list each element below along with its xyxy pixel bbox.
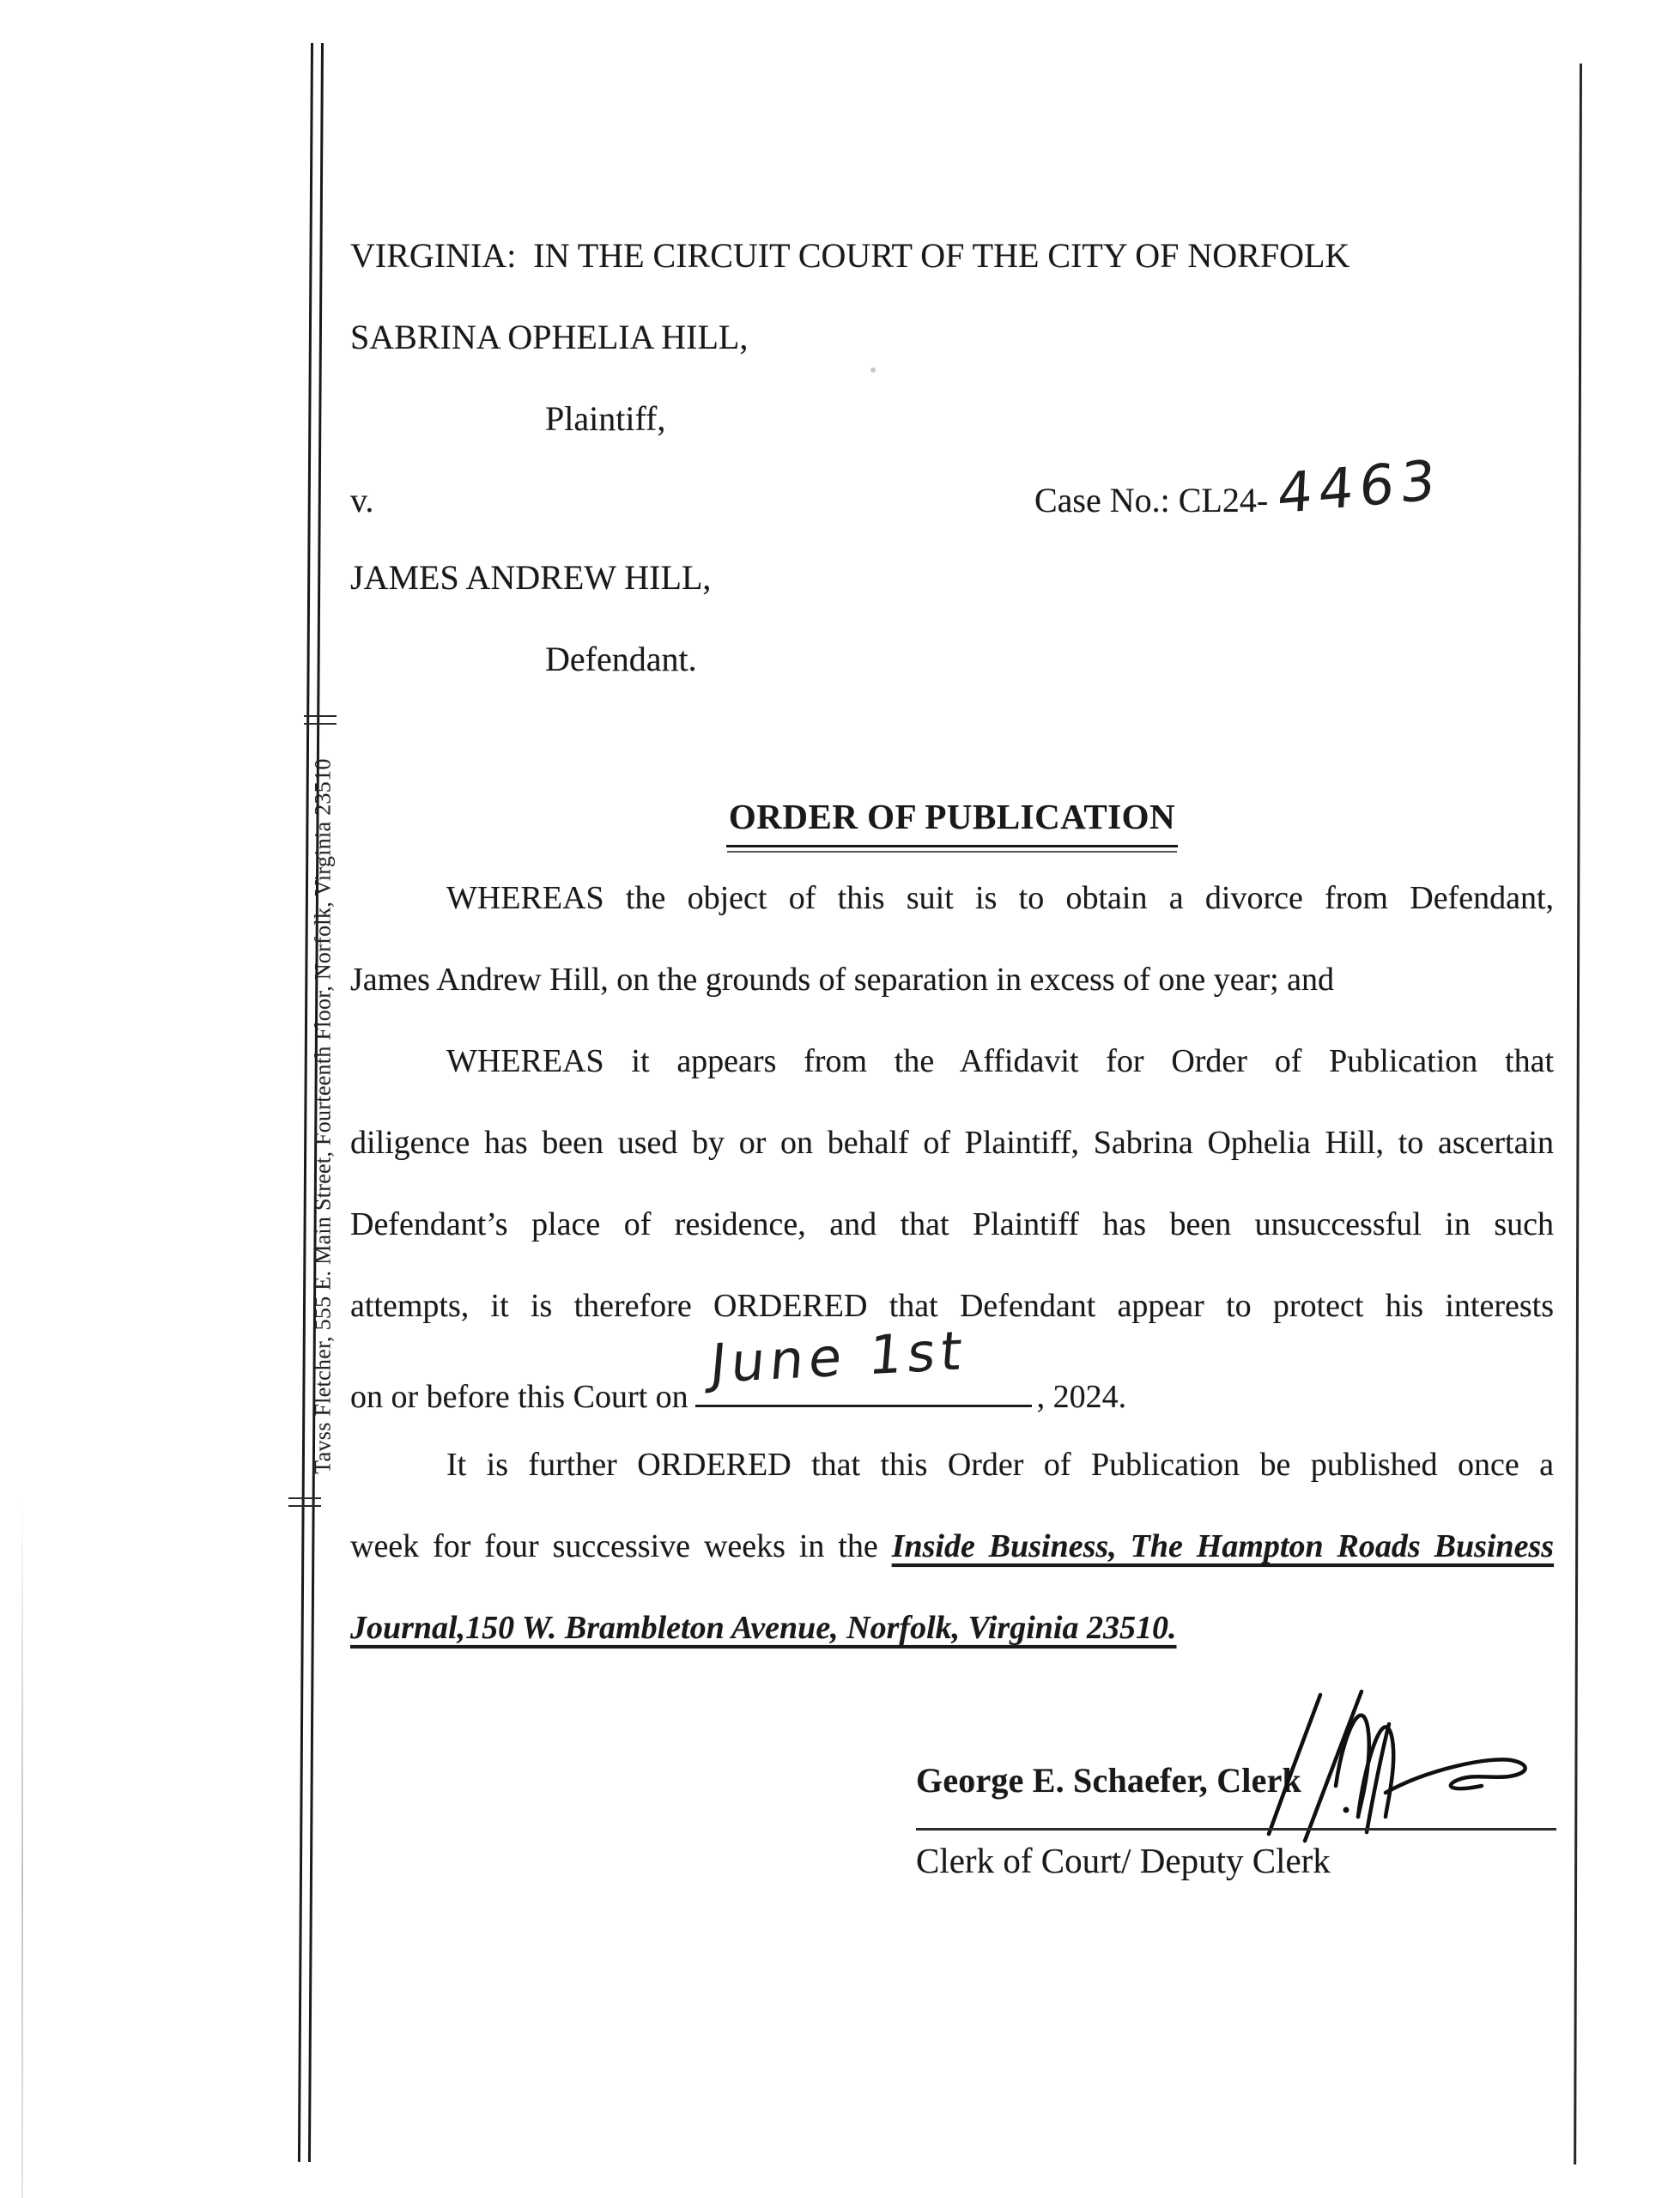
hearing-date-handwritten: June 1st — [707, 1319, 969, 1396]
paragraph2-line2: diligence has been used by or on behalf of Plaintiff, Sabrina Ophelia Hill, to ascertain — [350, 1125, 1554, 1161]
scan-artifact-speck — [870, 367, 876, 373]
paragraph3-line2-normal: week for four successive weeks in the — [350, 1528, 892, 1564]
paragraph3-line1: It is further ORDERED that this Order of Publication be published once a — [446, 1447, 1554, 1483]
title-row — [350, 794, 1554, 847]
sidebar-end-tick-bottom — [288, 1497, 321, 1507]
right-margin-rule — [1574, 64, 1581, 2165]
paragraph2-line3: Defendant’s place of residence, and that Plaintiff has been unsuccessful in such — [350, 1206, 1554, 1242]
document-title: ORDER OF PUBLICATION — [726, 794, 1178, 847]
paragraph3-line2 — [350, 1526, 1554, 1568]
plaintiff-label: Plaintiff, — [545, 399, 666, 438]
paragraph3-line3 — [350, 1607, 1554, 1649]
paragraph1-line2: James Andrew Hill, on the grounds of separation in excess of one year; and — [350, 962, 1335, 998]
publication-name-part2: Journal,150 W. Brambleton Avenue, Norfolk, Virginia 23510. — [350, 1610, 1177, 1646]
paragraph2-line4: attempts, it is therefore ORDERED that Defendant appear to protect his interests — [350, 1288, 1554, 1324]
paragraph1-line1: WHEREAS the object of this suit is to obtain a divorce from Defendant, — [446, 880, 1554, 916]
defendant-name: JAMES ANDREW HILL, — [350, 558, 712, 597]
sidebar-end-tick-top — [304, 715, 337, 725]
publication-name-part1: Inside Business, The Hampton Roads Business — [891, 1528, 1555, 1564]
clerk-name: George E. Schaefer, Clerk — [916, 1761, 1301, 1800]
hearing-date-line — [350, 1319, 1554, 1418]
versus-row — [350, 448, 1554, 527]
hearing-date-prefix: on or before this Court on — [350, 1379, 688, 1415]
case-number-handwritten: 4463 — [1276, 448, 1443, 527]
defendant-label: Defendant. — [545, 640, 697, 678]
versus-abbreviation: v. — [350, 481, 374, 519]
signature-rule — [916, 1828, 1556, 1831]
clerk-title: Clerk of Court/ Deputy Clerk — [916, 1841, 1331, 1880]
law-firm-address-sidebar: Tavss Fletcher, 555 E. Main Street, Fourteenth Floor, Norfolk, Virginia 23510 — [310, 758, 336, 1474]
hearing-date-year: , 2024. — [1036, 1379, 1127, 1415]
scan-artifact-line — [21, 1494, 23, 2198]
case-number-label: Case No.: CL24- — [1034, 481, 1269, 519]
paragraph2-line1: WHEREAS it appears from the Affidavit for Order of Publication that — [446, 1043, 1554, 1079]
court-header: VIRGINIA: IN THE CIRCUIT COURT OF THE CITY OF NORFOLK — [350, 236, 1350, 275]
plaintiff-name: SABRINA OPHELIA HILL, — [350, 318, 749, 356]
clerk-signature — [1260, 1690, 1544, 1844]
hearing-date-blank — [695, 1319, 1032, 1407]
